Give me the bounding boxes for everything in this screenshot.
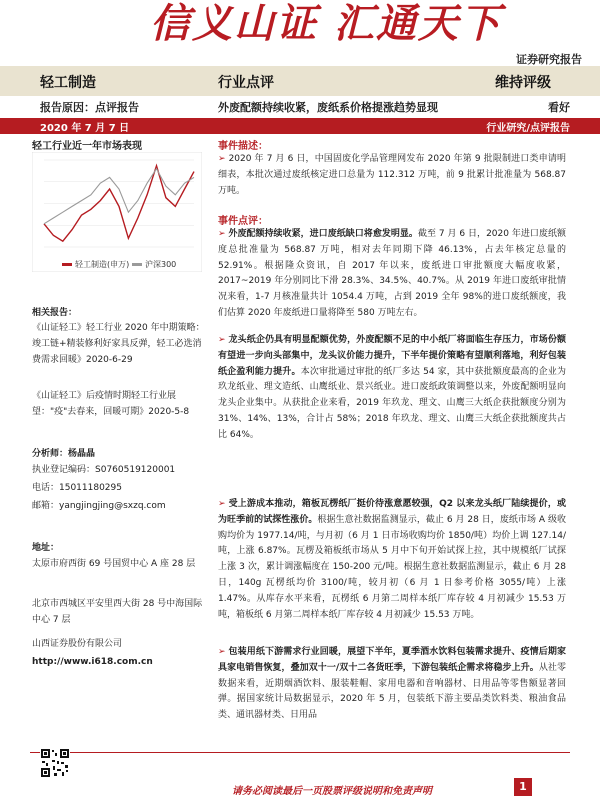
analyst-name: 分析师：杨晶晶 xyxy=(32,449,96,459)
header-slogan: 信义山证 汇通天下 xyxy=(150,0,502,47)
chart-frame xyxy=(32,152,202,272)
section-event-review: 事件点评： xyxy=(218,216,268,227)
email[interactable]: 邮箱：yangjingjing@sxzq.com xyxy=(32,501,166,511)
disclaimer: 请务必阅读最后一页股票评级说明和免责声明 xyxy=(232,786,432,797)
legend-swatch-1 xyxy=(62,263,72,266)
paragraph-3-lead: 龙头纸企仍具有明显配额优势，外废配额不足的中小纸厂将面临生存压力，市场份额有望进一步向头部集中，龙头议价能力提升，下半年提价策略有望顺利落地，利好包装纸企盈利能力提升。 xyxy=(218,335,566,377)
page-number: 1 xyxy=(514,778,532,796)
legend-label-2: 沪深300 xyxy=(145,260,177,269)
industry-title: 轻工制造 xyxy=(40,75,96,91)
paragraph-4-text: 根据生意社数据监测显示，截止 6 月 28 日，废纸市场 A 级收购均价为 1977.14/吨，与月初（6 月 1 日市场收购均价 1850/吨）均价上调 127.14/吨，上涨 6.87%。瓦楞及箱板纸市场从 5 月中下旬开始试探上拉，其中规模纸厂试探上涨 3 次，累计调涨幅度在 150-200 元/吨。根据生意社数据监测显示，截止 6 月 28 日，140g 瓦楞纸均价 3100/吨，较月初（6 月 1 日参考价格 3055/吨）上涨 1.47%。从库存水平来看，瓦楞纸 6 月第二周样本纸厂库存较 4 月初减少 15.53 万吨，箱板纸 6 月第二周样本纸厂库存较 4 月初减少 15.53 万吨。 xyxy=(218,514,566,620)
arrow-icon: ➢ xyxy=(218,154,226,164)
paragraph-5-lead: 包装用纸下游需求行业回暖，展望下半年，夏季酒水饮料包装需求提升、疫情后期家具家电销售恢复，叠加双十一/双十二各货旺季，下游包装纸企需求将稳步上升。 xyxy=(218,647,566,673)
address-label: 地址： xyxy=(32,543,60,553)
arrow-icon: ➢ xyxy=(218,647,226,657)
paragraph-4 xyxy=(218,497,566,623)
company-name: 山西证券股份有限公司 xyxy=(32,639,123,649)
arrow-icon: ➢ xyxy=(218,499,226,509)
market-performance-chart xyxy=(32,152,202,272)
legend-label-1: 轻工制造(申万) xyxy=(75,260,130,269)
paragraph-2-text: 截至 7 月 6 日，2020 年进口废纸额度总批准量为 568.87 万吨，相对去年同期下降 46.13%，占去年核定总量的 52.91%。根据隆众资讯，自 2017 年以来，废纸进口审批额度大幅度收紧，2017~2019 年分别同比下滑 28.3%、34.5%、40.7%。从 2019 年进口废纸审批情况来看，1-7 月核准量共计 1054.4 万吨，占到 2019 全年 98%的进口废纸额度，我们估算 2020 年废纸进口量将降至 580 万吨左右。 xyxy=(218,229,566,318)
chart-title: 轻工行业近一年市场表现 xyxy=(32,141,142,152)
paragraph-1-text: 2020 年 7 月 6 日，中国固废化学品管理网发布 2020 年第 9 批限制进口类申请明细表，本批次通过废纸核定进口总量为 112.312 万吨，前 9 批累计批准量为 568.87 万吨。 xyxy=(218,154,566,196)
paragraph-2-lead: 外废配额持续收紧，进口废纸缺口将愈发明显。 xyxy=(228,229,418,239)
paragraph-3 xyxy=(218,333,566,444)
legend-swatch-2 xyxy=(132,263,142,266)
report-date: 2020 年 7 月 7 日 xyxy=(40,123,130,134)
chart-legend xyxy=(62,259,176,269)
license-code: 执业登记编码：S0760519120001 xyxy=(32,465,176,475)
address-1: 太原市府西街 69 号国贸中心 A 座 28 层 xyxy=(32,559,196,569)
related-label: 相关报告： xyxy=(32,308,78,318)
arrow-icon: ➢ xyxy=(218,229,226,239)
report-type-path: 行业研究/点评报告 xyxy=(486,123,570,134)
address-2: 北京市西城区平安里西大街 28 号中海国际中心 7 层 xyxy=(32,599,203,625)
paragraph-5-text: 从社零数据来看，近期烟酒饮料、服装鞋帽、家用电器和音响器材、日用品等零售额显著回弹。据国家统计局数据显示，2020 年 5 月，包装纸下游主要品类饮料类、粮油食品类、通讯器材类、日用品 xyxy=(218,662,566,721)
section-event-description: 事件描述： xyxy=(218,141,268,152)
paragraph-3-text: 本次审批通过审批的纸厂多达 54 家，其中获批额度最高的企业为玖龙纸业、理文造纸、山鹰纸业、景兴纸业。进口废纸政策调整以来，外废配额明显向龙头企业集中。从获批企业来看，2019 年玖龙、理文、山鹰三大纸企获批额度分别为 31%、14%、13%，合计占 58%；2018 年玖龙、理文、山鹰三大纸企获批额度共占比 64%。 xyxy=(218,366,566,440)
related-report-2[interactable]: 《山证轻工》后疫情时期轻工行业展望："疫"去春来，回暖可期》2020-5-8 xyxy=(32,391,190,417)
qr-code-icon xyxy=(40,748,70,778)
footer-divider xyxy=(30,752,570,753)
paragraph-5 xyxy=(218,645,566,724)
arrow-icon: ➢ xyxy=(218,335,226,345)
related-report-1[interactable]: 《山证轻工》轻工行业 2020 年中期策略：竣工链+精装修利好家具反弹，轻工必选消费需求回暖》2020-6-29 xyxy=(32,323,205,365)
chart-svg xyxy=(32,152,202,272)
paragraph-4-lead: 受上游成本推动，箱板瓦楞纸厂挺价待涨意愿较强，Q2 以来龙头纸厂陆续提价，或为旺季前的试探性涨价。 xyxy=(218,499,566,525)
review-title: 行业点评 xyxy=(218,75,274,91)
paragraph-2 xyxy=(218,227,566,322)
report-subtitle: 外废配额持续收紧，废纸系价格提涨趋势显现 xyxy=(218,101,438,114)
paragraph-1 xyxy=(218,152,566,199)
rating-value: 看好 xyxy=(548,101,570,114)
website-link[interactable]: http://www.i618.com.cn xyxy=(32,657,153,667)
phone: 电话：15011180295 xyxy=(32,483,122,493)
report-reason: 报告原因：点评报告 xyxy=(40,101,139,114)
rating-title: 维持评级 xyxy=(495,75,551,91)
report-type: 证券研究报告 xyxy=(516,53,582,66)
